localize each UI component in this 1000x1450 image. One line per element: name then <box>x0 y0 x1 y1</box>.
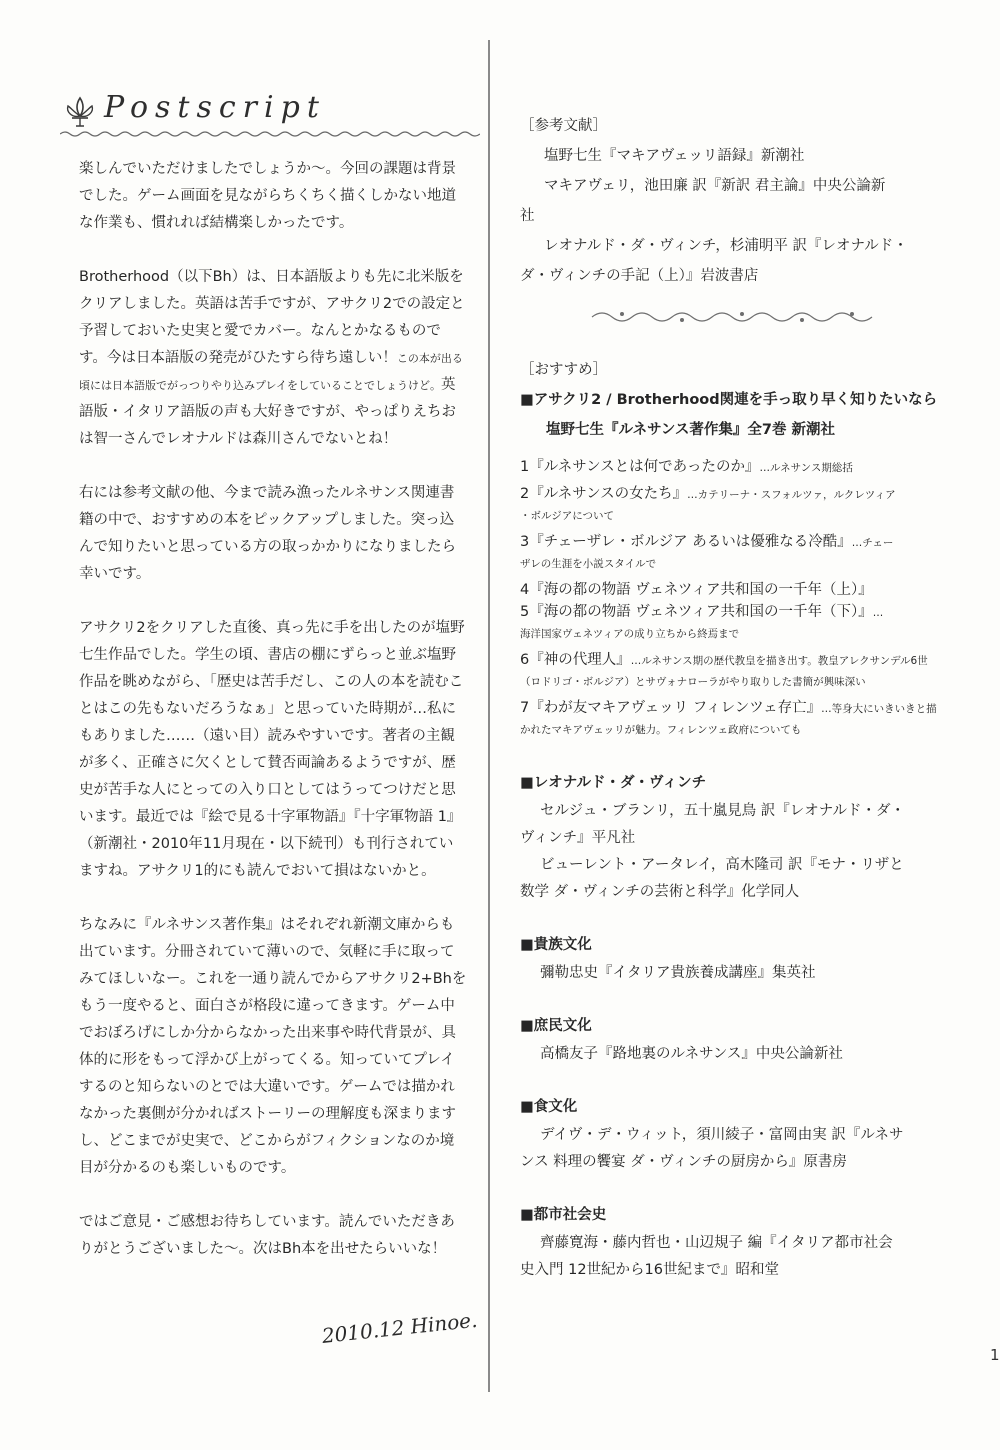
heading-underline-ornament <box>60 130 480 138</box>
book-note: …ルネサンス期総括 <box>759 462 853 474</box>
page-title: Postscript <box>104 90 326 125</box>
postscript-body <box>79 156 467 1290</box>
postscript-paragraph: 楽しんでいただけましたでしょうか〜。今回の課題は背景でした。ゲーム画面を見ながらちくちく描くしかない地道な作業も、慣れれば結構楽しかったです。 <box>79 161 456 231</box>
vine-ornament-divider <box>590 307 880 327</box>
category-heading: ■貴族文化 <box>520 937 592 953</box>
list-item <box>520 532 945 574</box>
list-item <box>520 484 945 526</box>
book-note: …等身大にいきいきと描かれたマキアヴェッリが魅力。フィレンツェ政府についても <box>520 703 937 736</box>
list-item-continued: 史入門 12世紀から16世紀まで』昭和堂 <box>520 1262 780 1278</box>
book-title: 4『海の都の物語 ヴェネツィア共和国の一千年（上）』 <box>520 582 873 598</box>
book-title: 5『海の都の物語 ヴェネツィア共和国の一千年（下）』 <box>520 604 873 620</box>
book-title: 3『チェーザレ・ボルジア あるいは優雅なる冷酷』 <box>520 534 852 550</box>
recommendations-label: ［おすすめ］ <box>520 362 608 378</box>
column-divider <box>488 40 490 1392</box>
reference-item-continued: ダ・ヴィンチの手記（上）』岩波書店 <box>520 268 759 284</box>
list-item <box>520 602 945 644</box>
list-item <box>520 580 945 600</box>
category-heading: ■食文化 <box>520 1099 578 1115</box>
category-heading: ■アサクリ2 / Brotherhood関連を手っ取り早く知りたいなら <box>520 392 938 408</box>
list-item <box>520 457 945 478</box>
book-title: 1『ルネサンスとは何であったのか』 <box>520 459 760 475</box>
book-note-continued: ・ボルジアについて <box>520 510 615 522</box>
list-item: 高橋友子『路地裏のルネサンス』中央公論新社 <box>540 1046 843 1062</box>
list-item: ビューレント・アータレイ，高木隆司 訳『モナ・リザと <box>540 857 904 873</box>
category-heading: ■レオナルド・ダ・ヴィンチ <box>520 775 707 791</box>
list-item-continued: ヴィンチ』平凡社 <box>520 830 636 846</box>
book-title: 6『神の代理人』 <box>520 652 631 668</box>
list-item: 彌勒忠史『イタリア貴族養成講座』集英社 <box>540 965 816 981</box>
postscript-paragraph <box>79 264 467 453</box>
reference-item: レオナルド・ダ・ヴィンチ，杉浦明平 訳『レオナルド・ <box>544 238 908 254</box>
book-note: … <box>872 607 884 619</box>
list-item <box>520 698 945 740</box>
fleur-de-lis-icon <box>62 96 98 130</box>
paragraph-aside-note: この本が出る頃には日本語版でがっつりやり込みプレイをしていることでしょうけど。 <box>79 352 463 392</box>
book-title: 2『ルネサンスの女たち』 <box>520 486 688 502</box>
book-title: 7『わが友マキアヴェッリ フィレンツェ存亡』 <box>520 700 822 716</box>
references-label: ［参考文献］ <box>520 118 607 134</box>
series-title: 塩野七生『ルネサンス著作集』全7巻 新潮社 <box>546 422 836 438</box>
list-item-continued: ンス 料理の饗宴 ダ・ヴィンチの厨房から』原書房 <box>520 1154 847 1170</box>
category-heading: ■都市社会史 <box>520 1207 607 1223</box>
recommendations-section <box>520 355 945 1284</box>
list-item <box>520 650 945 692</box>
handwritten-signature: 2010.12 Hinoe. <box>320 1307 479 1348</box>
page-number: 1 <box>990 1346 1000 1364</box>
list-item-continued: 数学 ダ・ヴィンチの芸術と科学』化学同人 <box>520 884 800 900</box>
book-note-continued: ザレの生涯を小説スタイルで <box>520 558 657 570</box>
references-section <box>520 111 940 291</box>
postscript-paragraph: ちなみに『ルネサンス著作集』はそれぞれ新潮文庫からも出ています。分冊されていて薄いので、気軽に手に取ってみてほしいなー。これを一通り読んでからアサクリ2+Bhをもう一度やると、面白さが格段に違ってきます。ゲーム中でおぼろげにしか分からなかった出来事や時代背景が、具体的に形をもって浮かび上がってくる。知っていてプレイするのと知らないのとでは大違いです。ゲームでは描かれなかった裏側が分かればストーリーの理解度も深まりますし、どこまでが史実で、どこからがフィクションなのか境目が分かるのも楽しいものです。 <box>79 917 467 1176</box>
reference-item-continued: 社 <box>520 208 535 224</box>
reference-item: マキアヴェリ，池田廉 訳『新訳 君主論』中央公論新 <box>544 178 886 194</box>
list-item: デイヴ・デ・ウィット，須川綾子・富岡由実 訳『ルネサ <box>540 1127 904 1143</box>
book-note: …ルネサンス期の歴代教皇を描き出す。教皇アレクサンデル6世（ロドリゴ・ボルジア）とサヴォナローラがやり取りした書簡が興 <box>520 655 928 688</box>
book-note-continued: 海洋国家ヴェネツィアの成り立ちから終焉まで <box>520 628 740 640</box>
book-list <box>520 457 945 740</box>
book-note: …カテリーナ・スフォルツァ，ルクレツィア <box>687 489 896 501</box>
postscript-paragraph: アサクリ2をクリアした直後、真っ先に手を出したのが塩野七生作品でした。学生の頃、書店の棚にずらっと並ぶ塩野作品を眺めながら、「歴史は苦手だし、この人の本を読むことはこの先もないだろうなぁ」と思っていた時期が…私にもありました……（遠い目）読みやすいです。著者の主観が多く、正確さに欠くとして賛否両論あるようですが、歴史が苦手な人にとっての入り口としてはうってつけだと思います。最近では『絵で見る十字軍物語』『十字軍物語 1』（新潮社・2010年11月現在・以下続刊）も刊行されていますね。アサクリ1的にも読んでおいて損はないかと。 <box>79 620 465 879</box>
postscript-paragraph: 右には参考文献の他、今まで読み漁ったルネサンス関連書籍の中で、おすすめの本をピックアップしました。突っ込んで知りたいと思っている方の取っかかりになりましたら幸いです。 <box>79 485 456 582</box>
postscript-paragraph: ではご意見・ご感想お待ちしています。読んでいただきありがとうございました〜。次はBh本を出せたらいいな！ <box>79 1214 455 1257</box>
paragraph-text: Brotherhood（以下Bh）は、日本語版よりも先に北米版をクリアしました。英語は苦手ですが、アサクリ2での設定と予習しておいた史実と愛でカバー。なんとかなるものです。今は日本語版の発売がひたすら待ち遠しい！ <box>79 269 465 366</box>
book-note-continued: 味深い <box>834 676 866 688</box>
list-item: 齊藤寛海・藤内哲也・山辺規子 編『イタリア都市社会 <box>540 1235 893 1251</box>
category-heading: ■庶民文化 <box>520 1018 592 1034</box>
list-item: セルジュ・ブランリ，五十嵐見鳥 訳『レオナルド・ダ・ <box>540 803 906 819</box>
postscript-heading <box>60 92 480 140</box>
paragraph-text-tail: 英語版・イタリア語版の声も大好きですが、やっぱりえちおは智一さんでレオナルドは森川さんでないとね！ <box>79 377 456 447</box>
reference-item: 塩野七生『マキアヴェッリ語録』新潮社 <box>544 148 805 164</box>
book-note: …チェー <box>851 537 894 549</box>
